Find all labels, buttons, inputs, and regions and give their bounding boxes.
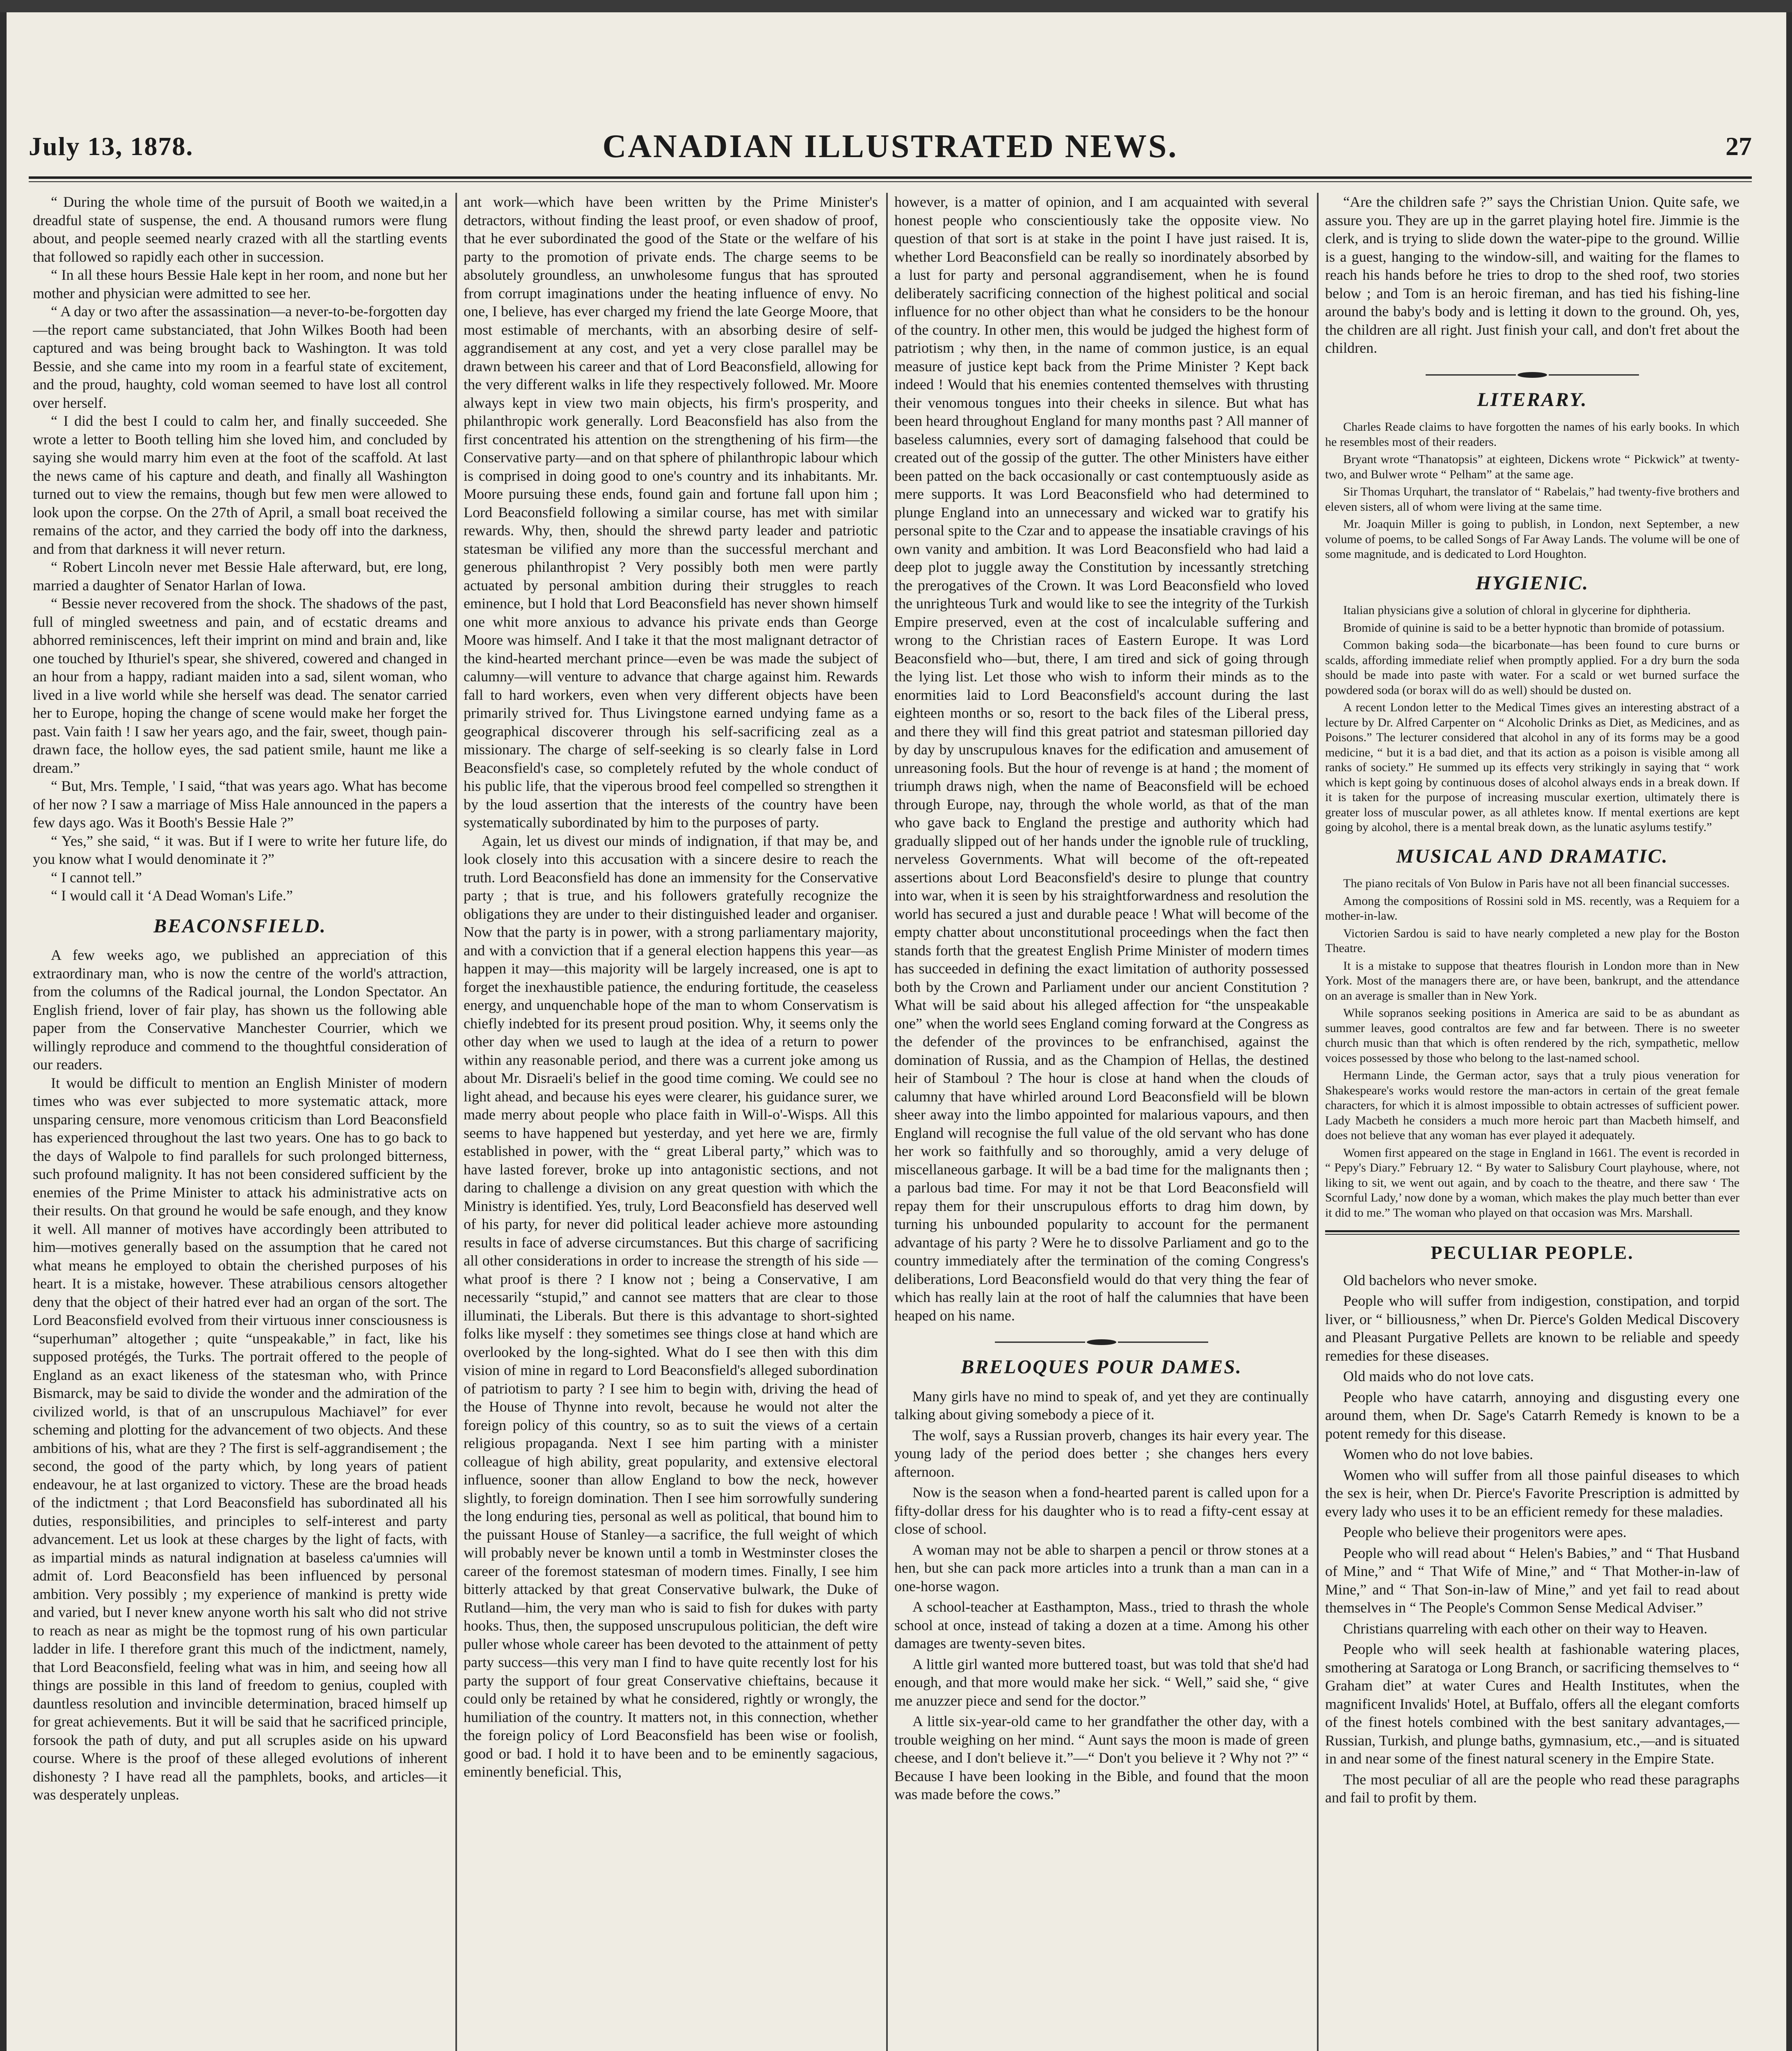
page-top-edge [0, 0, 1792, 12]
page-left-edge [0, 0, 7, 2051]
list-item: Bryant wrote “Thanatopsis” at eighteen, Dickens wrote “ Pickwick” at twenty-two, and Bulwer wrote “ Pelham” at the same age. [1325, 452, 1739, 481]
list-item: A little six-year-old came to her grandfather the other day, with a trouble weighing on her mind. “ Aunt says the moon is made of green cheese, and I don't believe it.”—“ Don't you believe it ? Why not ?” “ Because I have been looking in the Bible, and found that the moon was made before the cows.” [894, 1713, 1309, 1802]
paragraph: “ I would call it ‘A Dead Woman's Life.” [51, 887, 293, 904]
list-item: People who will seek health at fashionable watering places, smothering at Saratoga or Long Branch, or sacrificing themselves to “ Graham diet” at water Cures and Health Institutes, when the magnificent Invalids' Hotel, at Buffalo, offers all the elegant comforts of the finest hotels combined with the best sanitary advantages,—Russian, Turkish, and plunge baths, gymnasium, etc.,—and is situated in and near some of the finest natural scenery in the Empire State. [1325, 1641, 1739, 1767]
paragraph: A few weeks ago, we published an appreciation of this extraordinary man, who is now the centre of the world's attraction, from the columns of the Radical journal, the London Spectator. An English friend, lover of fair play, has shown us the following able paper from the Conservative Manchester Courrier, which we willingly reproduce and commend to the thoughtful consideration of our readers. [33, 947, 447, 1073]
list-item: People who will suffer from indigestion, constipation, and torpid liver, or “ billiousness,” when Dr. Pierce's Golden Medical Discovery and Pleasant Purgative Pellets are known to be reliable and speedy remedies for these diseases. [1325, 1293, 1739, 1364]
newspaper-title: CANADIAN ILLUSTRATED NEWS. [602, 128, 1178, 164]
list-item: Women first appeared on the stage in England in 1661. The event is recorded in “ Pepy's Diary.” February 12. “ By water to Salisbury Court playhouse, where, not liking to sit, we went out again, and by coach to the theatre, and there saw ‘ The Scornful Lady,’ now done by a woman, which makes the play much better than ever it did to me.” The woman who played on that occasion was Mrs. Marshall. [1325, 1146, 1739, 1220]
list-item: The wolf, says a Russian proverb, changes its hair every year. The young lady of the period does better ; she changes hers every afternoon. [894, 1427, 1309, 1480]
paragraph: “ Robert Lincoln never met Bessie Hale afterward, but, ere long, married a daughter of Senator Harlan of Iowa. [33, 559, 447, 594]
list-item: Old bachelors who never smoke. [1343, 1272, 1537, 1288]
masthead-rule [29, 176, 1752, 179]
ornament-rule [1426, 371, 1639, 379]
list-item: Charles Reade claims to have forgotten the names of his early books. In which he resembles most of their readers. [1325, 420, 1739, 449]
list-item: A woman may not be able to sharpen a pencil or throw stones at a hen, but she can pack more articles into a trunk than a man can in a one-horse wagon. [894, 1541, 1309, 1594]
column-divider [455, 193, 457, 2051]
list-item: Common baking soda—the bicarbonate—has been found to cure burns or scalds, affording immediate relief when promptly applied. For a dry burn the soda should be made into paste with water. For a scald or wet burned surface the powdered soda (or borax will do as well) should be dusted on. [1325, 638, 1739, 697]
section-title-musical: MUSICAL AND DRAMATIC. [1396, 845, 1669, 867]
list-item: People who believe their progenitors were apes. [1343, 1524, 1627, 1540]
list-item: The piano recitals of Von Bulow in Paris have not all been financial successes. [1343, 877, 1730, 890]
section-title-peculiar-people: PECULIAR PEOPLE. [1431, 1242, 1634, 1263]
paragraph: “ In all these hours Bessie Hale kept in her room, and none but her mother and physician were admitted to see her. [33, 267, 447, 301]
paragraph: “Are the children safe ?” says the Christian Union. Quite safe, we assure you. They are up in the garret playing hotel fire. Jimmie is the clerk, and is trying to slide down the water-pipe to the ground. Willie is a guest, hanging to the window-sill, and waiting for the flames to reach his hands before he tries to drop to the shed roof, two stories below ; and Tom is an heroic fireman, and has tied his fishing-line around the baby's body and is letting it down to the ground. Oh, yes, the children are all right. Just finish your call, and don't fret about the children. [1325, 194, 1739, 356]
column-divider [1317, 193, 1319, 2051]
list-item: People who have catarrh, annoying and disgusting every one around them, when Dr. Sage's Catarrh Remedy is known to be a potent remedy for this disease. [1325, 1389, 1739, 1442]
paragraph: “ Yes,” she said, “ it was. But if I were to write her future life, do you know what I would denominate it ?” [33, 832, 447, 867]
list-item: Mr. Joaquin Miller is going to publish, in London, next September, a new volume of poems, to be called Songs of Far Away Lands. The volume will be one of some magnitude, and is dedicated to Lord Houghton. [1325, 517, 1739, 561]
list-item: A recent London letter to the Medical Times gives an interesting abstract of a lecture by Dr. Alfred Carpenter on “ Alcoholic Drinks as Diet, as Medicines, and as Poisons.” The lecturer considered that alcohol in any of its forms may be a good medicine, “ but it is a bad diet, and that its action as a poison is visible among all ranks of society.” He summed up its effects very strikingly in saying that “ work which is kept going by continuous doses of alcohol always ends in a break down. If it is taken for the purpose of increasing muscular exertion, ultimately there is greater loss of muscular power, as all athletes know. If mental exertions are kept going by alcohol, there is a mental break down, as the lunatic asylums testify.” [1325, 701, 1739, 834]
paragraph: “ I did the best I could to calm her, and finally succeeded. She wrote a letter to Booth telling him she loved him, and concluded by saying she would marry him even at the foot of the scaffold. At last the news came of his capture and death, and finally all Washington turned out to view the remains, though but few men were allowed to look upon the corpse. On the 27th of April, a small boat received the remains of the actor, and they carried the body off into the darkness, and from that darkness it will never return. [33, 413, 447, 557]
section-title-hygienic: HYGIENIC. [1475, 572, 1589, 594]
list-item: Many girls have no mind to speak of, and yet they are continually talking about giving somebody a piece of it. [894, 1388, 1309, 1423]
column-divider [886, 193, 888, 2051]
list-item: Women who will suffer from all those painful diseases to which the sex is heir, when Dr. Pierce's Favorite Prescription is admitted by every lady who uses it to be an efficient remedy for these maladies. [1325, 1466, 1739, 1520]
paragraph: “ But, Mrs. Temple, ' I said, “that was years ago. What has become of her now ? I saw a marriage of Miss Hale announced in the papers a few days ago. Was it Booth's Bessie Hale ?” [33, 778, 447, 831]
page-right-edge [1786, 0, 1792, 2051]
list-item: Women who do not love babies. [1343, 1446, 1534, 1462]
section-title-literary: LITERARY. [1477, 388, 1588, 411]
paragraph: It would be difficult to mention an English Minister of modern times who was ever subjected to more systematic attack, more unsparing censure, more venomous criticism than Lord Beaconsfield has experienced throughout the last two years. One has to go back to the days of Walpole to find parallels for such prolonged bitterness, such profound malignity. It has not been considered sufficient by the enemies of the Prime Minister to attack his administrative acts on their results. On that ground he would be safe enough, and they know it well. All manner of motives have accordingly been attributed to him—motives generally based on the assumption that he cared not what means he employed to obtain the cherished purposes of his heart. It is a mistake, however. These atrabilious censors altogether deny that the object of their hatred ever had an organ of the sort. The Lord Beaconsfield evolved from their virtuous inner consciousness is “superhuman” altogether ; quite “unspeakable,” in fact, like his supposed protégés, the Turks. The portrait offered to the people of England as an exact likeness of the statesman who, with Prince Bismarck, may be said to divide the wonder and the admiration of the civilized world, is that of an unscrupulous Machiavel” for ever scheming and plotting for the advancement of two objects. And these ambitions of his, what are they ? The first is self-aggrandisement ; the second, the good of the party which, by long years of patient endeavour, he at last organized to victory. These are the broad heads of the indictment ; that Lord Beaconsfield has subordinated all his duties, responsibilities, and principles to self-interest and party advancement. Let us look at these charges by the light of facts, with as impartial minds as natural indignation at baseless ca'umnies will admit of. Lord Beaconsfield has been influenced by personal ambition. Very possibly ; my experience of mankind is pretty wide and varied, but I never knew anyone worth his salt who did not strive to reach as near as might be the topmost rung of his own particular ladder in life. I therefore grant this much of the indictment, namely, that Lord Beaconsfield, feeling what was in him, and seeing how all things are possible in this land of freedom to genius, coupled with dauntless resolution and invincible determination, braced himself up for great achievements. But it will be said that he sacrificed principle, forsook the path of duty, and put all scruples aside on his upward course. Where is the proof of these alleged evolutions of inherent dishonesty ? I have read all the pamphlets, books, and articles—it was desperately unpleas. [33, 1074, 447, 1803]
list-item: People who will read about “ Helen's Babies,” and “ That Husband of Mine,” and “ That Wife of Mine,” and “ That Mother-in-law of Mine,” and “ That Son-in-law of Mine,” and yet fail to read about themselves in “ The People's Common Sense Medical Adviser.” [1325, 1544, 1739, 1616]
masthead-rule-thin [29, 181, 1752, 182]
paragraph: Again, let us divest our minds of indignation, if that may be, and look closely into this accusation with a sincere desire to reach the truth. Lord Beaconsfield has done an immensity for the Conservative party ; that is true, and his followers gratefully recognize the obligations they are under to their distinguished leader and organiser. Now that the party is in power, with a strong parliamentary majority, and with a conviction that if a general election happens this year—as happen it may—this majority will be largely increased, one is apt to forget the inexhaustible patience, the enduring fortitude, the ceaseless energy, and unquenchable hope of the man to whom Conservatism is chiefly indebted for its present proud position. Why, it seems only the other day when we used to laugh at the idea of a return to power within any reasonable period, and there was a current joke among us about Mr. Disraeli's belief in the good time coming. We could see no light ahead, and because his eyes were clearer, his guidance surer, we made merry about people who place faith in Will-o'-Wisps. All this seems to have happened but yesterday, and yet here we are, firmly established in power, with the “ great Liberal party,” which was to have lasted forever, broke up into antagonistic sections, and not daring to challenge a division on any great question with which the Ministry is identified. Yes, truly, Lord Beaconsfield has deserved well of his party, for never did political leader achieve more astounding results in face of adverse circumstances. But this charge of sacrificing all other considerations in order to increase the strength of his side —what proof is there ? I know not ; being a Conservative, I am necessarily “stupid,” and cannot see matters that are clear to those illuminati, the Liberals. But there is this advantage to short-sighted folks like myself : they sometimes see things close at hand which are overlooked by the long-sighted. What do I see then with this dim vision of mine in regard to Lord Beaconsfield's alleged subordination of patriotism to party ? I see him to begin with, driving the head of the House of Thynne into revolt, because he would not alter the foreign policy of this country, so as to suit the views of a certain religious propaganda. Next I see him parting with a minister colleague of high ability, great popularity, and extensive electoral influence, sooner than allow England to bow the neck, however slightly, to foreign domination. Then I see him sorrowfully sundering the long enduring ties, personal as well as political, that bound him to the puissant House of Stanley—a sacrifice, the full weight of which will probably never be known until a tomb in Westminster closes the career of the foremost statesman of modern times. Finally, I see him bitterly attacked by that great Conservative bulwark, the Duke of Rutland—him, the very man who is said to fish for dukes with party hooks. Thus, then, the supposed unscrupulous politician, the deft wire puller whose whole career has been devoted to the attainment of petty party success—this very man I find to have quite recently lost for his party the support of four great Conservative chieftains, because it could only be retained by what he considered, rightly or wrongly, the humiliation of the country. It matters not, in this connection, whether the foreign policy of Lord Beaconsfield has been wise or foolish, good or bad. I hold it to have been and to be eminently sagacious, eminently beneficial. This, [464, 832, 878, 1780]
list-item: Among the compositions of Rossini sold in MS. recently, was a Requiem for a mother-in-law. [1325, 894, 1739, 923]
paragraph: however, is a matter of opinion, and I am acquainted with several honest people who conscientiously take the opposite view. No question of that sort is at stake in the point I have just raised. It is, whether Lord Beaconsfield can be really so inordinately absorbed by a lust for party and personal aggrandisement, when he is found deliberately sacrificing connection of the highest political and social influence for no other object than what he considers to be the honour of the country. In other men, this would be judged the highest form of patriotism ; why then, in the name of common justice, is an equal measure of justice kept back from the Prime Minister ? Kept back indeed ! Would that his enemies contented themselves with thrusting their venomous tongues into their cheeks in silence. But what has been heard throughout England for many months past ? All manner of baseless calumnies, every sort of damaging falsehood that could be created out of the gossip of the gutter. The other Ministers have either been patted on the back occasionally or cast contemptuously aside as mere supports. It was Lord Beaconsfield who had determined to plunge England into an unnecessary and wicked war to gratify his personal spite to the Czar and to appease the insatiable cravings of his own vanity and ambition. It was Lord Beaconsfield who had laid a deep plot to juggle away the Constitution by incessantly stretching the prerogatives of the Crown. It was Lord Beaconsfield who loved the unrighteous Turk and would like to see the integrity of the Turkish Empire preserved, even at the cost of incalculable suffering and wrong to the Christian races of Eastern Europe. It was Lord Beaconsfield who—but, there, I am tired and sick of going through the lying list. Let those who wish to inform their minds as to the enormities laid to Lord Beaconsfield's account during the last eighteen months or so, resort to the back files of the Liberal press, and there they will find this great patriot and statesman pilloried day by day by unscrupulous knaves for the edification and amusement of unreasoning fools. But the hour of revenge is at hand ; the moment of triumph draws nigh, when the name of Beaconsfield will be echoed through Europe, nay, through the whole world, as that of the man who gave back to England the prestige and authority which had gradually slipped out of her hands under the ignoble rule of truckling, nerveless Governments. What will become of the oft-repeated assertions about Lord Beaconsfield's desire to plunge that country into war, when it is seen by his straightforwardness and resolution the world has secured a just and durable peace ! What will become of the empty chatter about unconstitutional proceedings when the fact then stands forth that the greatest English Prime Minister of modern times has succeeded in defining the exact limitation of authority possessed both by the Crown and Parliament under our ancient Constitution ? What will be said about his alleged affection for “the unspeakable one” when the world sees England coming forward at the Congress as the defender of the provinces to be enfranchised, against the domination of Russia, and as the Champion of Hellas, the destined heir of Stamboul ? The hour is close at hand when the clouds of calumny that have whirled around Lord Beaconsfield will be blown sheer away into the limbo appointed for malarious vapours, and then England will recognise the full value of the old servant who has done her work so faithfully and so thoroughly, amid a very deluge of miscellaneous garbage. It will be a bad time for the malignants then ; a parlous bad time. For may it not be that Lord Beaconsfield will repay them for their unscrupulous efforts to drag him down, by turning his unbounded popularity to account for the permanent advantage of his party ? Were he to dissolve Parliament and go to the country immediately after the termination of the coming Congress's deliberations, Lord Beaconsfield would do that very thing the fear of which has really lain at the root of half the calumnies that have been heaped on his name. [894, 194, 1309, 1324]
section-rule [1325, 1230, 1739, 1232]
paragraph: “ I cannot tell.” [51, 869, 142, 886]
paragraph: ant work—which have been written by the Prime Minister's detractors, without finding the least proof, or even shadow of proof, that he ever subordinated the good of the State or the welfare of his party to the promotion of private ends. The charge seems to be absolutely groundless, an unwholesome fungus that has sprouted from corrupt imaginations under the heating influence of envy. No one, I believe, has ever charged my friend the late George Moore, that most estimable of merchants, with an absorbing desire of self-aggrandisement at any cost, and yet a very close parallel may be drawn between his career and that of Lord Beaconsfield, allowing for the very different walks in life they respectively followed. Mr. Moore always kept in view two main objects, his firm's prosperity, and philanthropic work generally. Lord Beaconsfield has also from the first concentrated his attention on the strengthening of his firm—the Conservative party—and on that sphere of philanthropic labour which is comprised in doing good to one's country and its inhabitants. Mr. Moore pursuing these ends, found gain and fortune fall upon him ; Lord Beaconsfield following a similar course, has met with similar rewards. Why, then, should the shrewd party leader and patriotic statesman be vilified any more than the successful merchant and generous philanthropist ? Very possibly both men were partly actuated by personal ambition during their struggles to reach eminence, but I hold that Lord Beaconsfield has never shown himself one whit more anxious to advance his private ends than George Moore was himself. And I take it that the most malignant detractor of the kind-hearted merchant prince—even be was made the subject of calumny—will venture to advance that charge against him. Rewards fall to hard workers, even when very different objects have been primarily strived for. Thus Livingstone earned undying fame as a geographical discoverer through his self-sacrificing zeal as a missionary. The charge of self-seeking is so clearly false in Lord Beaconsfield's case, so completely refuted by the whole conduct of his public life, that the viperous brood feel compelled so strengthen it by the loud assertion that the interests of the country have been systematically subordinated by him to the purposes of party. [464, 194, 878, 831]
list-item: It is a mistake to suppose that theatres flourish in London more than in New York. Most of the managers there are, or have been, bankrupt, and the attendance on an average is smaller than in New York. [1325, 959, 1739, 1003]
list-item: Hermann Linde, the German actor, says that a truly pious veneration for Shakespeare's works would restore the man-actors in certain of the great female characters, for which it is almost impossible to obtain actresses of sufficient power. Lady Macbeth he considers a much more heroic part than Macbeth himself, and does not believe that any woman has ever played it adequately. [1325, 1069, 1739, 1142]
list-item: A school-teacher at Easthampton, Mass., tried to thrash the whole school at once, instead of taking a dozen at a time. Among his other damages are twenty-seven bites. [894, 1599, 1309, 1651]
list-item: A little girl wanted more buttered toast, but was told that she'd had enough, and that more would make her sick. “ Well,” said she, “ give me anuzzer piece and send for the doctor.” [894, 1656, 1309, 1709]
paragraph: “ A day or two after the assassination—a never-to-be-forgotten day—the report came substanciated, that John Wilkes Booth had been captured and was being brought back to Washington. It was told Bessie, and she came into my room in a fearful state of excitement, and the proud, haughty, cold woman seemed to have lost all control over herself. [33, 303, 447, 411]
column-2 [464, 193, 878, 2051]
paragraph: “ Bessie never recovered from the shock. The shadows of the past, full of mingled sweetness and pain, and of ecstatic dreams and abhorred reminiscences, left their imprint on mind and brain and, like one touched by Ithuriel's spear, she shivered, cowered and changed in an hour from a happy, radiant maiden into a sad, silent woman, who lived in a live world while she herself was dead. The senator carried her to Europe, hoping the change of scene would make her forget the past. Vain faith ! I saw her years ago, and the fair, sweet, though pain-drawn face, the hollow eyes, the sad patient smile, haunt me like a dream.” [33, 595, 447, 776]
list-item: The most peculiar of all are the people who read these paragraphs and fail to profit by them. [1325, 1771, 1739, 1806]
list-item: Old maids who do not love cats. [1343, 1368, 1534, 1384]
page-number: 27 [1726, 132, 1752, 161]
list-item: Now is the season when a fond-hearted parent is called upon for a fifty-dollar dress for his daughter who is to read a fifty-cent essay at close of school. [894, 1484, 1309, 1537]
column-3 [894, 193, 1309, 2051]
list-item: While sopranos seeking positions in America are said to be as abundant as summer leaves, good contraltos are few and far between. There is no sweeter church music than that which is often rendered by the rich, sympathetic, mellow voices possessed by those who belong to the last-named school. [1325, 1006, 1739, 1065]
list-item: Christians quarreling with each other on their way to Heaven. [1343, 1620, 1707, 1637]
list-item: Victorien Sardou is said to have nearly completed a new play for the Boston Theatre. [1325, 926, 1739, 955]
list-item: Sir Thomas Urquhart, the translator of “ Rabelais,” had twenty-five brothers and eleven sisters, all of whom were living at the same time. [1325, 485, 1739, 514]
ornament-rule [995, 1338, 1208, 1346]
paragraph: “ During the whole time of the pursuit of Booth we waited,in a dreadful state of suspense, the end. A thousand rumors were flung about, and people seemed nearly crazed with all the startling events that followed so rapidly each other in succession. [33, 194, 447, 265]
section-title-breloques: BRELOQUES POUR DAMES. [961, 1356, 1242, 1378]
section-title-beaconsfield: BEACONSFIELD. [153, 915, 327, 937]
section-rule-thin [1325, 1234, 1739, 1235]
column-4 [1325, 193, 1739, 2051]
issue-date: July 13, 1878. [29, 132, 194, 161]
masthead [29, 123, 1752, 168]
list-item: Bromide of quinine is said to be a better hypnotic than bromide of potassium. [1343, 621, 1725, 635]
list-item: Italian physicians give a solution of chloral in glycerine for diphtheria. [1343, 603, 1691, 617]
column-1 [33, 193, 447, 2051]
